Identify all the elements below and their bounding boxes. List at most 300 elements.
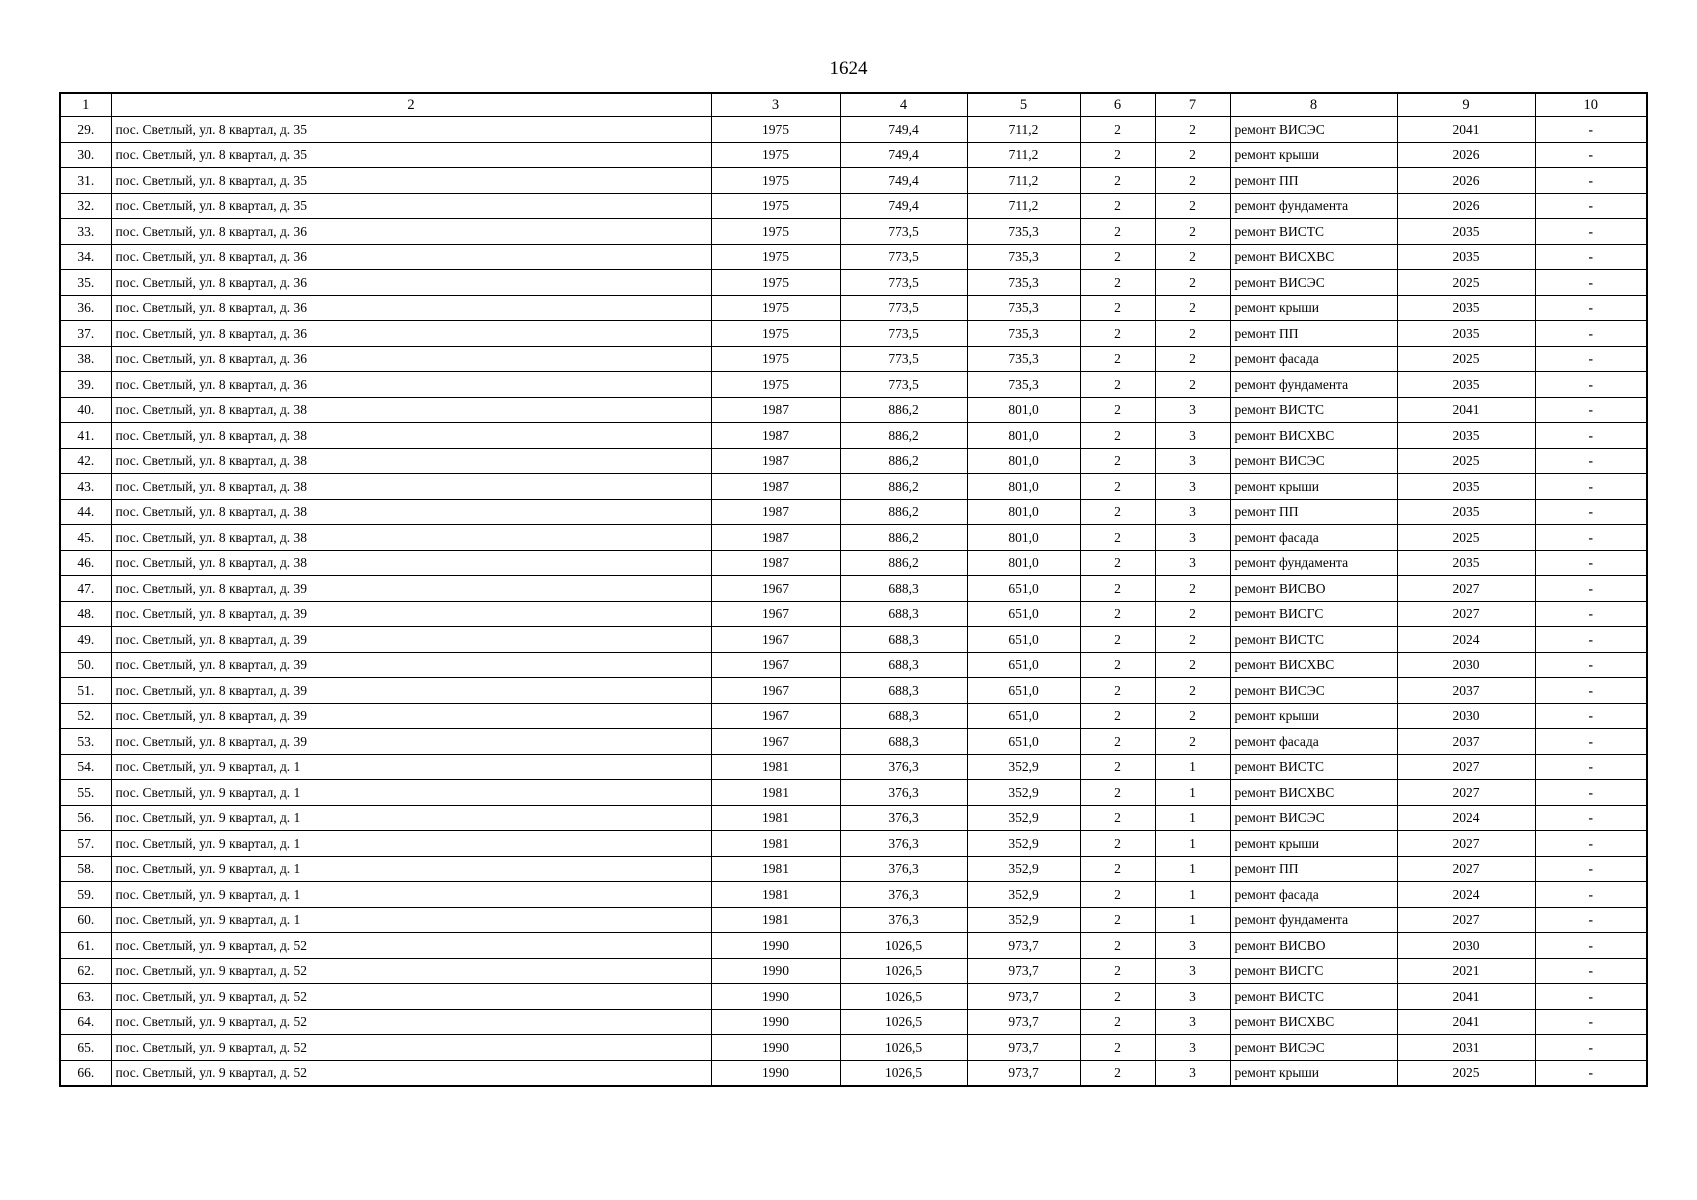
repair-type-cell: ремонт ВИСЭС <box>1230 805 1397 831</box>
note-cell: - <box>1535 958 1647 984</box>
address-cell: пос. Светлый, ул. 9 квартал, д. 1 <box>111 780 711 806</box>
repair-type-cell: ремонт ВИСХВС <box>1230 244 1397 270</box>
address-cell: пос. Светлый, ул. 8 квартал, д. 39 <box>111 627 711 653</box>
total-area-cell: 688,3 <box>840 652 967 678</box>
living-area-cell: 801,0 <box>967 499 1080 525</box>
repair-year-cell: 2035 <box>1397 295 1535 321</box>
year-built-cell: 1975 <box>711 244 840 270</box>
address-cell: пос. Светлый, ул. 8 квартал, д. 36 <box>111 346 711 372</box>
floors-cell: 1 <box>1155 856 1230 882</box>
repair-year-cell: 2027 <box>1397 780 1535 806</box>
floors-cell: 2 <box>1155 346 1230 372</box>
entrances-cell: 2 <box>1080 576 1155 602</box>
repair-type-cell: ремонт ВИСТС <box>1230 754 1397 780</box>
floors-cell: 3 <box>1155 1009 1230 1035</box>
entrances-cell: 2 <box>1080 882 1155 908</box>
total-area-cell: 749,4 <box>840 142 967 168</box>
note-cell: - <box>1535 321 1647 347</box>
year-built-cell: 1990 <box>711 984 840 1010</box>
row-number-cell: 52. <box>60 703 111 729</box>
entrances-cell: 2 <box>1080 117 1155 143</box>
note-cell: - <box>1535 193 1647 219</box>
note-cell: - <box>1535 117 1647 143</box>
row-number-cell: 37. <box>60 321 111 347</box>
note-cell: - <box>1535 295 1647 321</box>
total-area-cell: 773,5 <box>840 270 967 296</box>
table-row <box>60 270 1647 296</box>
repair-year-cell: 2027 <box>1397 754 1535 780</box>
note-cell: - <box>1535 270 1647 296</box>
note-cell: - <box>1535 780 1647 806</box>
address-cell: пос. Светлый, ул. 8 квартал, д. 38 <box>111 448 711 474</box>
repair-year-cell: 2024 <box>1397 882 1535 908</box>
note-cell: - <box>1535 142 1647 168</box>
entrances-cell: 2 <box>1080 1009 1155 1035</box>
note-cell: - <box>1535 678 1647 704</box>
floors-cell: 3 <box>1155 525 1230 551</box>
table-row <box>60 321 1647 347</box>
year-built-cell: 1981 <box>711 856 840 882</box>
repair-type-cell: ремонт фасада <box>1230 882 1397 908</box>
repair-type-cell: ремонт ПП <box>1230 168 1397 194</box>
year-built-cell: 1981 <box>711 780 840 806</box>
living-area-cell: 352,9 <box>967 856 1080 882</box>
year-built-cell: 1975 <box>711 321 840 347</box>
year-built-cell: 1981 <box>711 831 840 857</box>
repair-year-cell: 2030 <box>1397 703 1535 729</box>
repair-year-cell: 2025 <box>1397 346 1535 372</box>
note-cell: - <box>1535 933 1647 959</box>
row-number-cell: 57. <box>60 831 111 857</box>
address-cell: пос. Светлый, ул. 8 квартал, д. 36 <box>111 321 711 347</box>
year-built-cell: 1975 <box>711 142 840 168</box>
table-row <box>60 448 1647 474</box>
row-number-cell: 33. <box>60 219 111 245</box>
living-area-cell: 973,7 <box>967 933 1080 959</box>
floors-cell: 3 <box>1155 1035 1230 1061</box>
entrances-cell: 2 <box>1080 397 1155 423</box>
living-area-cell: 801,0 <box>967 550 1080 576</box>
floors-cell: 3 <box>1155 448 1230 474</box>
year-built-cell: 1967 <box>711 652 840 678</box>
address-cell: пос. Светлый, ул. 9 квартал, д. 52 <box>111 933 711 959</box>
note-cell: - <box>1535 1035 1647 1061</box>
total-area-cell: 886,2 <box>840 550 967 576</box>
address-cell: пос. Светлый, ул. 8 квартал, д. 35 <box>111 117 711 143</box>
year-built-cell: 1967 <box>711 576 840 602</box>
row-number-cell: 58. <box>60 856 111 882</box>
entrances-cell: 2 <box>1080 984 1155 1010</box>
year-built-cell: 1987 <box>711 525 840 551</box>
year-built-cell: 1967 <box>711 601 840 627</box>
repair-type-cell: ремонт фундамента <box>1230 550 1397 576</box>
table-row <box>60 244 1647 270</box>
entrances-cell: 2 <box>1080 831 1155 857</box>
row-number-cell: 46. <box>60 550 111 576</box>
row-number-cell: 35. <box>60 270 111 296</box>
note-cell: - <box>1535 397 1647 423</box>
repair-type-cell: ремонт ПП <box>1230 499 1397 525</box>
floors-cell: 2 <box>1155 295 1230 321</box>
address-cell: пос. Светлый, ул. 8 квартал, д. 39 <box>111 652 711 678</box>
row-number-cell: 36. <box>60 295 111 321</box>
row-number-cell: 65. <box>60 1035 111 1061</box>
note-cell: - <box>1535 882 1647 908</box>
year-built-cell: 1975 <box>711 295 840 321</box>
entrances-cell: 2 <box>1080 499 1155 525</box>
table-row <box>60 652 1647 678</box>
repair-year-cell: 2031 <box>1397 1035 1535 1061</box>
living-area-cell: 735,3 <box>967 219 1080 245</box>
address-cell: пос. Светлый, ул. 8 квартал, д. 38 <box>111 423 711 449</box>
note-cell: - <box>1535 423 1647 449</box>
repair-year-cell: 2027 <box>1397 601 1535 627</box>
entrances-cell: 2 <box>1080 907 1155 933</box>
address-cell: пос. Светлый, ул. 8 квартал, д. 36 <box>111 244 711 270</box>
row-number-cell: 41. <box>60 423 111 449</box>
entrances-cell: 2 <box>1080 270 1155 296</box>
living-area-cell: 352,9 <box>967 780 1080 806</box>
year-built-cell: 1990 <box>711 1035 840 1061</box>
floors-cell: 1 <box>1155 754 1230 780</box>
address-cell: пос. Светлый, ул. 8 квартал, д. 39 <box>111 729 711 755</box>
row-number-cell: 63. <box>60 984 111 1010</box>
table-row <box>60 856 1647 882</box>
address-cell: пос. Светлый, ул. 8 квартал, д. 36 <box>111 270 711 296</box>
repair-type-cell: ремонт фасада <box>1230 525 1397 551</box>
repair-year-cell: 2026 <box>1397 168 1535 194</box>
column-header: 4 <box>840 93 967 117</box>
living-area-cell: 352,9 <box>967 907 1080 933</box>
address-cell: пос. Светлый, ул. 9 квартал, д. 52 <box>111 1009 711 1035</box>
repair-type-cell: ремонт крыши <box>1230 831 1397 857</box>
repair-type-cell: ремонт крыши <box>1230 1060 1397 1086</box>
note-cell: - <box>1535 831 1647 857</box>
repair-year-cell: 2026 <box>1397 142 1535 168</box>
living-area-cell: 735,3 <box>967 372 1080 398</box>
note-cell: - <box>1535 499 1647 525</box>
row-number-cell: 53. <box>60 729 111 755</box>
table-row <box>60 474 1647 500</box>
floors-cell: 2 <box>1155 117 1230 143</box>
column-header: 8 <box>1230 93 1397 117</box>
repair-type-cell: ремонт ВИСЭС <box>1230 270 1397 296</box>
row-number-cell: 43. <box>60 474 111 500</box>
living-area-cell: 711,2 <box>967 117 1080 143</box>
total-area-cell: 749,4 <box>840 168 967 194</box>
address-cell: пос. Светлый, ул. 8 квартал, д. 39 <box>111 601 711 627</box>
repair-year-cell: 2024 <box>1397 805 1535 831</box>
floors-cell: 3 <box>1155 958 1230 984</box>
table-row <box>60 117 1647 143</box>
repair-year-cell: 2025 <box>1397 525 1535 551</box>
year-built-cell: 1975 <box>711 346 840 372</box>
repair-type-cell: ремонт ВИСХВС <box>1230 423 1397 449</box>
living-area-cell: 973,7 <box>967 984 1080 1010</box>
address-cell: пос. Светлый, ул. 8 квартал, д. 38 <box>111 550 711 576</box>
repair-type-cell: ремонт фасада <box>1230 346 1397 372</box>
total-area-cell: 376,3 <box>840 907 967 933</box>
column-header: 7 <box>1155 93 1230 117</box>
year-built-cell: 1967 <box>711 729 840 755</box>
year-built-cell: 1981 <box>711 805 840 831</box>
repair-type-cell: ремонт крыши <box>1230 703 1397 729</box>
repair-year-cell: 2035 <box>1397 219 1535 245</box>
table-row <box>60 882 1647 908</box>
total-area-cell: 773,5 <box>840 219 967 245</box>
repair-type-cell: ремонт ВИСГС <box>1230 958 1397 984</box>
row-number-cell: 61. <box>60 933 111 959</box>
repair-type-cell: ремонт ВИСГС <box>1230 601 1397 627</box>
table-row <box>60 805 1647 831</box>
row-number-cell: 56. <box>60 805 111 831</box>
floors-cell: 1 <box>1155 907 1230 933</box>
address-cell: пос. Светлый, ул. 8 квартал, д. 39 <box>111 678 711 704</box>
living-area-cell: 352,9 <box>967 831 1080 857</box>
living-area-cell: 801,0 <box>967 474 1080 500</box>
entrances-cell: 2 <box>1080 244 1155 270</box>
column-header: 5 <box>967 93 1080 117</box>
repair-year-cell: 2024 <box>1397 627 1535 653</box>
repair-year-cell: 2041 <box>1397 984 1535 1010</box>
entrances-cell: 2 <box>1080 474 1155 500</box>
table-row <box>60 193 1647 219</box>
table-row <box>60 907 1647 933</box>
floors-cell: 2 <box>1155 601 1230 627</box>
address-cell: пос. Светлый, ул. 9 квартал, д. 1 <box>111 754 711 780</box>
address-cell: пос. Светлый, ул. 8 квартал, д. 38 <box>111 525 711 551</box>
table-row <box>60 525 1647 551</box>
repair-type-cell: ремонт ВИСТС <box>1230 627 1397 653</box>
living-area-cell: 651,0 <box>967 601 1080 627</box>
floors-cell: 3 <box>1155 550 1230 576</box>
total-area-cell: 1026,5 <box>840 1009 967 1035</box>
total-area-cell: 376,3 <box>840 882 967 908</box>
floors-cell: 3 <box>1155 933 1230 959</box>
floors-cell: 2 <box>1155 703 1230 729</box>
floors-cell: 3 <box>1155 397 1230 423</box>
living-area-cell: 651,0 <box>967 678 1080 704</box>
row-number-cell: 64. <box>60 1009 111 1035</box>
row-number-cell: 34. <box>60 244 111 270</box>
table-row <box>60 219 1647 245</box>
floors-cell: 3 <box>1155 499 1230 525</box>
year-built-cell: 1981 <box>711 882 840 908</box>
total-area-cell: 376,3 <box>840 754 967 780</box>
living-area-cell: 352,9 <box>967 754 1080 780</box>
total-area-cell: 688,3 <box>840 601 967 627</box>
floors-cell: 2 <box>1155 372 1230 398</box>
row-number-cell: 29. <box>60 117 111 143</box>
living-area-cell: 973,7 <box>967 1060 1080 1086</box>
address-cell: пос. Светлый, ул. 9 квартал, д. 52 <box>111 1035 711 1061</box>
address-cell: пос. Светлый, ул. 9 квартал, д. 1 <box>111 882 711 908</box>
repair-year-cell: 2035 <box>1397 550 1535 576</box>
repair-year-cell: 2027 <box>1397 831 1535 857</box>
year-built-cell: 1987 <box>711 499 840 525</box>
table-row <box>60 754 1647 780</box>
repair-year-cell: 2041 <box>1397 117 1535 143</box>
floors-cell: 1 <box>1155 805 1230 831</box>
total-area-cell: 773,5 <box>840 321 967 347</box>
living-area-cell: 651,0 <box>967 652 1080 678</box>
entrances-cell: 2 <box>1080 805 1155 831</box>
row-number-cell: 55. <box>60 780 111 806</box>
entrances-cell: 2 <box>1080 754 1155 780</box>
table-row <box>60 295 1647 321</box>
address-cell: пос. Светлый, ул. 8 квартал, д. 38 <box>111 474 711 500</box>
row-number-cell: 39. <box>60 372 111 398</box>
note-cell: - <box>1535 550 1647 576</box>
year-built-cell: 1975 <box>711 168 840 194</box>
repair-year-cell: 2037 <box>1397 678 1535 704</box>
repair-year-cell: 2021 <box>1397 958 1535 984</box>
living-area-cell: 651,0 <box>967 627 1080 653</box>
year-built-cell: 1990 <box>711 933 840 959</box>
repair-type-cell: ремонт фундамента <box>1230 907 1397 933</box>
living-area-cell: 651,0 <box>967 729 1080 755</box>
row-number-cell: 50. <box>60 652 111 678</box>
floors-cell: 2 <box>1155 270 1230 296</box>
living-area-cell: 801,0 <box>967 423 1080 449</box>
floors-cell: 1 <box>1155 780 1230 806</box>
repair-type-cell: ремонт ВИСЭС <box>1230 1035 1397 1061</box>
note-cell: - <box>1535 474 1647 500</box>
note-cell: - <box>1535 984 1647 1010</box>
column-header: 9 <box>1397 93 1535 117</box>
note-cell: - <box>1535 754 1647 780</box>
entrances-cell: 2 <box>1080 219 1155 245</box>
living-area-cell: 801,0 <box>967 397 1080 423</box>
table-body <box>60 117 1647 1087</box>
entrances-cell: 2 <box>1080 295 1155 321</box>
total-area-cell: 749,4 <box>840 193 967 219</box>
table-row <box>60 550 1647 576</box>
note-cell: - <box>1535 244 1647 270</box>
row-number-cell: 60. <box>60 907 111 933</box>
address-cell: пос. Светлый, ул. 8 квартал, д. 36 <box>111 295 711 321</box>
total-area-cell: 688,3 <box>840 627 967 653</box>
living-area-cell: 711,2 <box>967 193 1080 219</box>
total-area-cell: 886,2 <box>840 525 967 551</box>
living-area-cell: 973,7 <box>967 1035 1080 1061</box>
total-area-cell: 1026,5 <box>840 933 967 959</box>
column-number-header-row <box>60 93 1647 117</box>
table-row <box>60 346 1647 372</box>
repair-schedule-table <box>59 92 1648 1087</box>
living-area-cell: 735,3 <box>967 321 1080 347</box>
column-header: 2 <box>111 93 711 117</box>
table-row <box>60 372 1647 398</box>
total-area-cell: 1026,5 <box>840 1060 967 1086</box>
year-built-cell: 1990 <box>711 958 840 984</box>
total-area-cell: 773,5 <box>840 372 967 398</box>
row-number-cell: 32. <box>60 193 111 219</box>
total-area-cell: 773,5 <box>840 244 967 270</box>
repair-type-cell: ремонт крыши <box>1230 295 1397 321</box>
note-cell: - <box>1535 729 1647 755</box>
total-area-cell: 376,3 <box>840 780 967 806</box>
floors-cell: 2 <box>1155 627 1230 653</box>
year-built-cell: 1981 <box>711 754 840 780</box>
entrances-cell: 2 <box>1080 168 1155 194</box>
table-row <box>60 1009 1647 1035</box>
year-built-cell: 1967 <box>711 627 840 653</box>
repair-year-cell: 2035 <box>1397 321 1535 347</box>
floors-cell: 2 <box>1155 729 1230 755</box>
total-area-cell: 688,3 <box>840 729 967 755</box>
note-cell: - <box>1535 805 1647 831</box>
table-row <box>60 499 1647 525</box>
living-area-cell: 352,9 <box>967 805 1080 831</box>
note-cell: - <box>1535 601 1647 627</box>
living-area-cell: 651,0 <box>967 576 1080 602</box>
repair-type-cell: ремонт ВИСВО <box>1230 576 1397 602</box>
note-cell: - <box>1535 525 1647 551</box>
address-cell: пос. Светлый, ул. 9 квартал, д. 1 <box>111 805 711 831</box>
table-row <box>60 423 1647 449</box>
repair-year-cell: 2035 <box>1397 423 1535 449</box>
note-cell: - <box>1535 907 1647 933</box>
living-area-cell: 711,2 <box>967 142 1080 168</box>
entrances-cell: 2 <box>1080 193 1155 219</box>
row-number-cell: 59. <box>60 882 111 908</box>
table-row <box>60 958 1647 984</box>
table-row <box>60 780 1647 806</box>
table-row <box>60 1035 1647 1061</box>
total-area-cell: 773,5 <box>840 346 967 372</box>
note-cell: - <box>1535 372 1647 398</box>
row-number-cell: 30. <box>60 142 111 168</box>
entrances-cell: 2 <box>1080 321 1155 347</box>
entrances-cell: 2 <box>1080 933 1155 959</box>
living-area-cell: 801,0 <box>967 448 1080 474</box>
row-number-cell: 66. <box>60 1060 111 1086</box>
repair-type-cell: ремонт ВИСЭС <box>1230 448 1397 474</box>
table-row <box>60 729 1647 755</box>
total-area-cell: 688,3 <box>840 678 967 704</box>
address-cell: пос. Светлый, ул. 9 квартал, д. 1 <box>111 907 711 933</box>
year-built-cell: 1967 <box>711 703 840 729</box>
year-built-cell: 1990 <box>711 1009 840 1035</box>
entrances-cell: 2 <box>1080 372 1155 398</box>
repair-year-cell: 2041 <box>1397 397 1535 423</box>
address-cell: пос. Светлый, ул. 8 квартал, д. 35 <box>111 168 711 194</box>
entrances-cell: 2 <box>1080 780 1155 806</box>
entrances-cell: 2 <box>1080 601 1155 627</box>
entrances-cell: 2 <box>1080 729 1155 755</box>
repair-type-cell: ремонт ВИСЭС <box>1230 117 1397 143</box>
row-number-cell: 49. <box>60 627 111 653</box>
total-area-cell: 376,3 <box>840 856 967 882</box>
entrances-cell: 2 <box>1080 142 1155 168</box>
floors-cell: 2 <box>1155 321 1230 347</box>
address-cell: пос. Светлый, ул. 8 квартал, д. 38 <box>111 397 711 423</box>
note-cell: - <box>1535 576 1647 602</box>
repair-type-cell: ремонт ПП <box>1230 856 1397 882</box>
repair-type-cell: ремонт крыши <box>1230 142 1397 168</box>
total-area-cell: 773,5 <box>840 295 967 321</box>
column-header: 6 <box>1080 93 1155 117</box>
note-cell: - <box>1535 627 1647 653</box>
year-built-cell: 1975 <box>711 219 840 245</box>
year-built-cell: 1987 <box>711 550 840 576</box>
entrances-cell: 2 <box>1080 1060 1155 1086</box>
table-row <box>60 397 1647 423</box>
note-cell: - <box>1535 652 1647 678</box>
living-area-cell: 973,7 <box>967 1009 1080 1035</box>
repair-year-cell: 2035 <box>1397 244 1535 270</box>
